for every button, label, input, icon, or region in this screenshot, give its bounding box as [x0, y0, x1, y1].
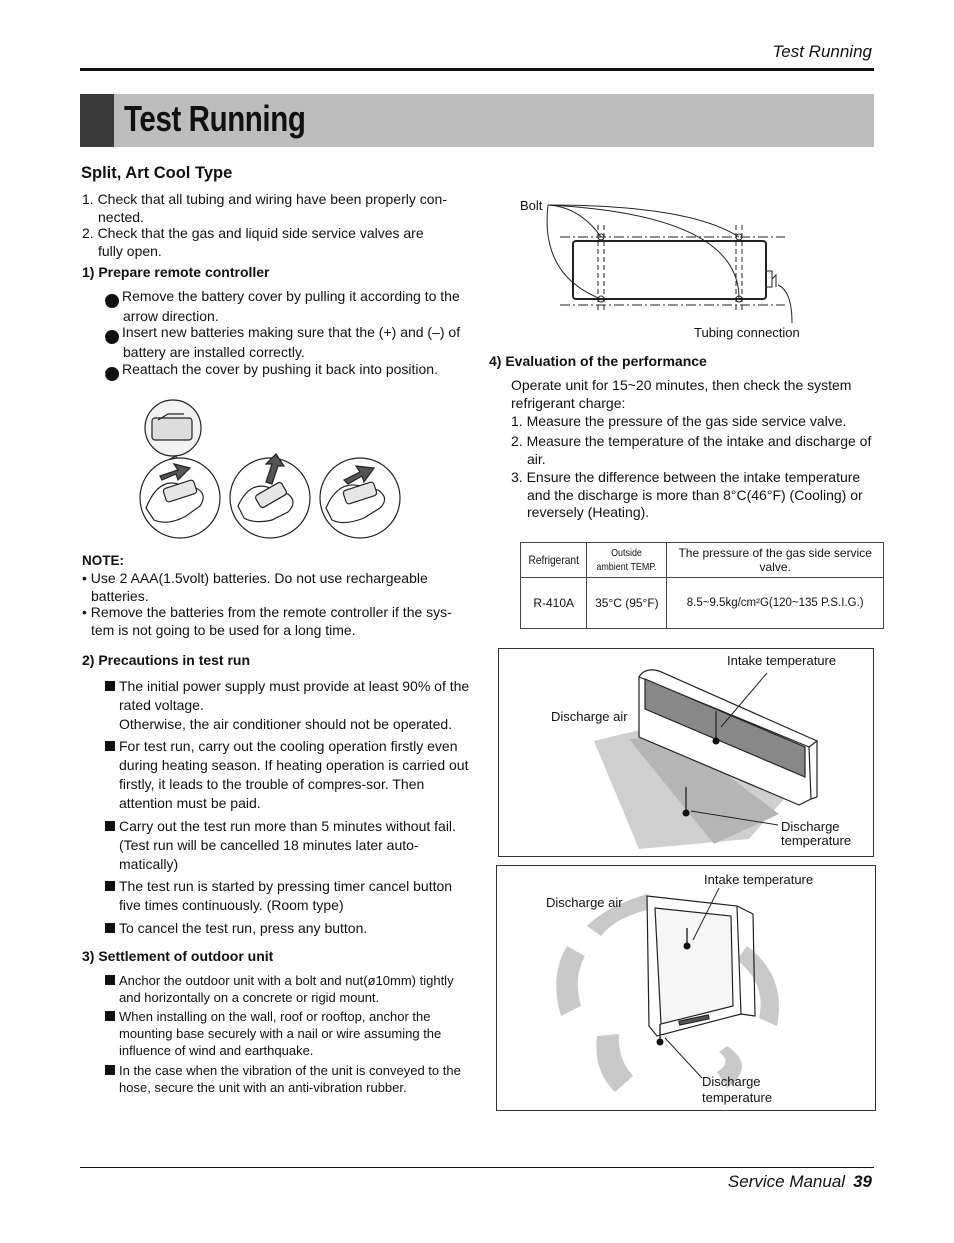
evaluation-title: 4) Evaluation of the performance — [489, 353, 707, 369]
intake-temperature-label: Intake temperature — [704, 872, 814, 887]
page-number: 39 — [853, 1172, 872, 1191]
console-unit-figure — [496, 865, 876, 1111]
page-title: Test Running — [124, 98, 306, 139]
discharge-temperature-label: Discharge temperature — [702, 1074, 773, 1105]
outdoor-item: In the case when the vibration of the unit is conveyed to the hose, secure the unit with an anti-vibration rubber. — [105, 1062, 465, 1096]
footer-label: Service Manual — [727, 1172, 846, 1191]
step-2: 2. Check that the gas and liquid side service valves are fully open. — [82, 225, 424, 259]
pressure-table — [520, 542, 884, 629]
table-cell: 8.5~9.5kg/cm²G(120~135 P.S.I.G.) — [667, 578, 884, 629]
intake-temperature-label: Intake temperature — [727, 653, 837, 668]
evaluation-item-2: 2. Measure the temperature of the intake and discharge of air. — [511, 433, 872, 467]
tubing-connection-label: Tubing connection — [694, 325, 800, 340]
precaution-item: Carry out the test run more than 5 minutes without fail. (Test run will be cancelled 18 minutes later auto-matically) — [105, 817, 470, 874]
square-bullet-icon — [105, 681, 115, 691]
table-cell: 35°C (95°F) — [587, 578, 667, 629]
table-cell: R-410A — [521, 578, 587, 629]
note-title: NOTE: — [82, 553, 124, 568]
prep-item-text: Remove the battery cover by pulling it according to the arrow direction. — [122, 288, 460, 324]
step-1: 1. Check that all tubing and wiring have been properly con- nected. — [82, 191, 447, 225]
evaluation-intro: Operate unit for 15~20 minutes, then check the system refrigerant charge: — [511, 377, 852, 411]
note-bullet-2: • Remove the batteries from the remote controller if the sys-tem is not going to be used for a long time. — [82, 604, 452, 638]
step-number-icon: 3 — [105, 367, 119, 381]
square-bullet-icon — [105, 1065, 115, 1075]
square-bullet-icon — [105, 821, 115, 831]
outdoor-item: When installing on the wall, roof or rooftop, anchor the mounting base securely with a nail or wire assuming the influence of wind and earthquake. — [105, 1008, 465, 1059]
square-bullet-icon — [105, 1011, 115, 1021]
outdoor-unit-bolt-diagram — [540, 195, 800, 325]
prep-item-text: Insert new batteries making sure that the (+) and (–) of battery are installed correctly. — [122, 324, 461, 360]
step-number-icon: 1 — [105, 294, 119, 308]
prep-title: 1) Prepare remote controller — [82, 264, 270, 280]
step-number-icon: 2 — [105, 330, 119, 344]
square-bullet-icon — [105, 741, 115, 751]
title-bar — [80, 94, 874, 147]
evaluation-item-1: 1. Measure the pressure of the gas side service valve. — [511, 413, 847, 429]
outdoor-item: Anchor the outdoor unit with a bolt and nut(ø10mm) tightly and horizontally on a concrete or rigid mount. — [105, 972, 465, 1006]
outdoor-title: 3) Settlement of outdoor unit — [82, 948, 274, 964]
title-accent-block — [80, 94, 114, 147]
table-header-cell: Outside ambient TEMP. — [587, 543, 667, 578]
wall-unit-figure — [498, 648, 874, 857]
header-rule — [80, 68, 874, 71]
bolt-label: Bolt — [520, 198, 543, 213]
discharge-temperature-label: Discharge temperature — [781, 819, 852, 848]
footer-rule — [80, 1167, 874, 1168]
evaluation-item-3: 3. Ensure the difference between the intake temperature and the discharge is more than 8°C(46°F) (Cooling) or reversely (Heating). — [511, 469, 863, 520]
precaution-item: The initial power supply must provide at least 90% of the rated voltage. Otherwise, the air conditioner should not be operated. — [105, 677, 470, 734]
precautions-title: 2) Precautions in test run — [82, 652, 251, 668]
precaution-item: For test run, carry out the cooling operation firstly even during heating season. If heating operation is carried out firstly, it leads to the trouble of compres-sor. Then attention must be paid. — [105, 737, 470, 813]
square-bullet-icon — [105, 881, 115, 891]
table-header-cell: The pressure of the gas side service valve. — [667, 543, 884, 578]
prep-item-text: Reattach the cover by pushing it back into position. — [122, 361, 438, 377]
section-heading: Split, Art Cool Type — [81, 164, 233, 182]
prep-item-2 — [100, 324, 465, 362]
precaution-item: The test run is started by pressing timer cancel button five times continuously. (Room type) — [105, 877, 470, 915]
square-bullet-icon — [105, 975, 115, 985]
remote-controller-illustration — [138, 398, 403, 540]
prep-item-1 — [100, 288, 465, 326]
prep-item-3 — [100, 361, 465, 381]
discharge-air-label: Discharge air — [546, 895, 623, 910]
table-header-cell: Refrigerant — [521, 543, 587, 578]
note-bullet-1: • Use 2 AAA(1.5volt) batteries. Do not use rechargeable batteries. — [82, 570, 428, 604]
running-header: Test Running — [772, 42, 872, 61]
precaution-item: To cancel the test run, press any button. — [105, 919, 470, 938]
square-bullet-icon — [105, 923, 115, 933]
discharge-air-label: Discharge air — [551, 709, 628, 724]
footer — [728, 1172, 872, 1192]
